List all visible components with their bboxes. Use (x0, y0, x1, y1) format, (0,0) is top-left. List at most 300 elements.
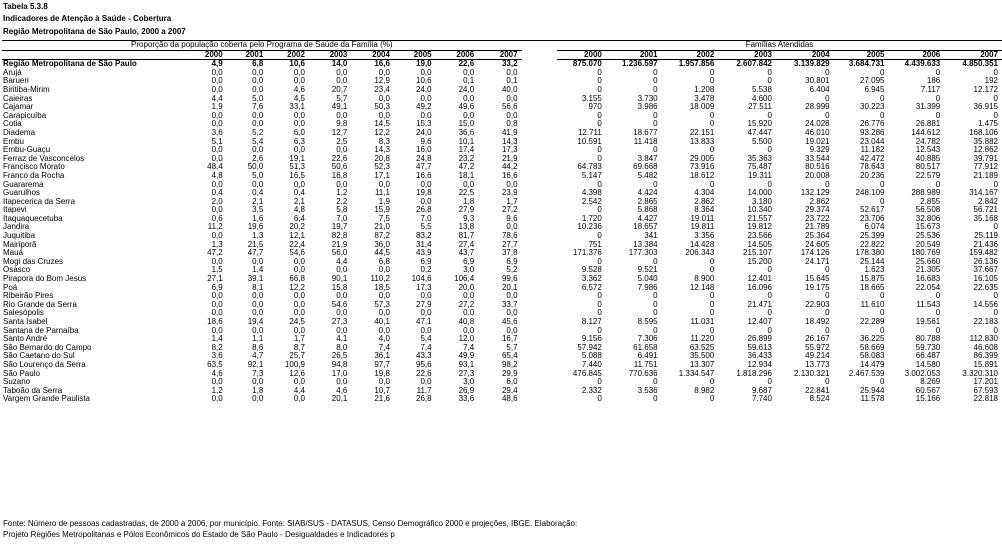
column-gap (522, 120, 557, 129)
coverage-cell: 0,0 (211, 85, 223, 94)
column-gap (522, 266, 557, 275)
coverage-cell: 98,2 (501, 360, 518, 369)
families-cell: 22.635 (973, 283, 998, 292)
families-cell: 64.783 (577, 163, 602, 172)
families-cell: 0 (767, 266, 772, 275)
coverage-cell: 2,1 (293, 197, 305, 206)
families-cell: 3.320.310 (962, 369, 998, 378)
coverage-cell: 0,0 (506, 180, 518, 189)
coverage-cell: 1,6 (252, 214, 264, 223)
municipality-name: Santa Isabel (3, 318, 48, 326)
families-cell: 9.329 (809, 146, 830, 155)
families-cell: 26.136 (973, 257, 998, 266)
families-cell: 80.517 (915, 163, 941, 172)
coverage-cell: 6,9 (463, 257, 475, 266)
coverage-cell: 6,0 (293, 128, 305, 137)
table-region: Região Metropolitana de São Paulo, 2000 a 2007 (3, 27, 186, 36)
families-cell: 0 (880, 378, 885, 387)
families-cell: 0 (709, 266, 715, 275)
families-cell: 25.119 (974, 232, 998, 241)
families-cell: 39.791 (973, 154, 998, 163)
coverage-cell: 0,0 (420, 94, 432, 103)
families-cell: 0 (935, 292, 941, 301)
coverage-cell: 0,0 (506, 223, 518, 232)
families-cell: 1.208 (694, 85, 715, 94)
families-cell: 19.011 (690, 214, 715, 223)
families-cell: 19.311 (748, 171, 772, 180)
column-gap (522, 77, 557, 86)
coverage-cell: 0,0 (252, 120, 264, 129)
families-cell: 0 (825, 292, 830, 301)
families-cell: 248.109 (855, 189, 885, 198)
families-cell: 36.433 (747, 352, 772, 361)
column-gap (522, 387, 557, 396)
coverage-cell: 6,0 (506, 378, 518, 387)
source-note-continued: Projeto Regiões Metropolitanas e Pólos Econômicos do Estado de São Paulo - Desigualdades e Indicadores p (3, 530, 395, 539)
coverage-cell: 1,2 (336, 189, 348, 198)
coverage-cell: 45,6 (501, 318, 518, 326)
coverage-cell: 47,7 (247, 249, 264, 258)
coverage-cell: 1,4 (252, 266, 264, 275)
coverage-cell: 0,0 (420, 326, 432, 335)
families-cell: 36.915 (973, 103, 998, 112)
coverage-cell: 0,0 (293, 292, 305, 301)
families-cell: 0 (767, 378, 772, 387)
families-cell: 12.543 (915, 146, 941, 155)
year-header-families: 2006 (888, 50, 944, 60)
families-cell: 112.830 (969, 335, 998, 344)
coverage-cell: 11,1 (374, 189, 390, 198)
coverage-cell: 0,0 (506, 309, 518, 318)
coverage-cell: 0,0 (252, 111, 264, 120)
families-cell: 0 (653, 111, 658, 120)
families-cell: 3.362 (581, 275, 602, 284)
families-cell: 0 (993, 68, 998, 77)
coverage-cell: 25,7 (289, 352, 305, 361)
families-cell: 0 (597, 378, 602, 387)
coverage-cell: 2,0 (211, 197, 223, 206)
families-cell: 10.591 (577, 137, 602, 146)
families-cell: 0 (709, 68, 715, 77)
families-cell: 3.155 (581, 94, 602, 103)
coverage-cell: 56,0 (331, 249, 348, 258)
coverage-cell: 20,1 (331, 395, 348, 404)
table-row (2, 163, 1002, 172)
families-cell: 0 (597, 85, 602, 94)
column-gap (522, 249, 557, 258)
families-cell: 15.891 (973, 360, 998, 369)
coverage-cell: 5,0 (252, 171, 264, 180)
families-cell: 0 (653, 77, 658, 86)
coverage-cell: 24,0 (416, 128, 432, 137)
families-cell: 0 (597, 292, 602, 301)
coverage-cell: 7,0 (420, 214, 432, 223)
families-cell: 0 (880, 111, 885, 120)
coverage-cell: 0,0 (378, 111, 390, 120)
column-gap (522, 361, 557, 370)
coverage-cell: 15,9 (374, 206, 390, 215)
coverage-cell: 7,6 (252, 103, 264, 112)
families-cell: 19.811 (690, 223, 715, 232)
column-gap (522, 215, 557, 224)
families-cell: 14.428 (689, 240, 715, 249)
coverage-cell: 5,2 (506, 266, 518, 275)
families-cell: 0 (993, 94, 998, 103)
families-cell: 5.147 (581, 171, 602, 180)
families-cell: 3.536 (637, 386, 658, 395)
coverage-cell: 0,0 (420, 378, 432, 387)
families-cell: 5.500 (751, 137, 772, 146)
coverage-cell: 27,1 (207, 275, 223, 284)
families-cell: 30.223 (860, 103, 885, 112)
coverage-cell: 0,0 (211, 300, 223, 309)
families-cell: 35.168 (973, 214, 998, 223)
municipality-name: Mauá (3, 249, 24, 258)
coverage-cell: 49,1 (331, 103, 348, 112)
table-row (2, 215, 1002, 224)
families-cell: 0 (767, 180, 772, 189)
coverage-cell: 22,6 (416, 369, 432, 378)
families-cell: 22.183 (973, 318, 998, 326)
coverage-cell: 36,1 (374, 352, 390, 361)
families-cell: 1.957.856 (678, 59, 715, 69)
coverage-cell: 1,8 (463, 197, 475, 206)
coverage-cell: 36,6 (458, 128, 475, 137)
coverage-cell: 99,6 (501, 275, 518, 284)
families-cell: 0 (709, 111, 715, 120)
coverage-cell: 16,0 (416, 146, 432, 155)
column-gap (522, 301, 557, 310)
families-cell: 288.989 (911, 189, 941, 198)
municipality-name: São Lourenço da Serra (3, 360, 86, 369)
coverage-cell: 0,0 (420, 180, 432, 189)
families-cell: 12.401 (747, 275, 772, 284)
coverage-cell: 0,0 (293, 395, 305, 404)
families-cell: 5.088 (581, 352, 602, 361)
families-cell: 18.492 (805, 318, 830, 326)
coverage-cell: 6,4 (293, 214, 305, 223)
families-cell: 5.538 (751, 85, 772, 94)
column-gap (522, 284, 557, 293)
municipality-name: Região Metropolitana de São Paulo (3, 59, 137, 69)
coverage-cell: 22,4 (289, 240, 305, 249)
families-cell: 2.467.539 (848, 369, 885, 378)
coverage-cell: 0,0 (378, 378, 390, 387)
coverage-cell: 5,7 (506, 343, 518, 352)
coverage-cell: 27,4 (458, 240, 475, 249)
families-cell: 0 (709, 120, 715, 129)
column-gap (522, 163, 557, 172)
coverage-cell: 1,4 (211, 335, 223, 344)
coverage-cell: 23,9 (501, 189, 518, 198)
municipality-name: Franco da Rocha (3, 171, 65, 180)
coverage-cell: 110,2 (370, 275, 390, 284)
families-cell: 2.855 (920, 197, 941, 206)
families-cell: 9.528 (581, 266, 602, 275)
coverage-cell: 16,5 (289, 171, 305, 180)
families-cell: 0 (597, 154, 602, 163)
table-row (2, 249, 1002, 258)
coverage-cell: 18,1 (458, 171, 475, 180)
families-cell: 12.407 (747, 318, 772, 326)
coverage-cell: 50,6 (331, 163, 348, 172)
families-cell: 6.572 (581, 283, 602, 292)
coverage-cell: 0,0 (211, 232, 223, 241)
families-cell: 47.447 (747, 128, 772, 137)
coverage-cell: 21,5 (247, 240, 264, 249)
coverage-cell: 0,0 (463, 309, 475, 318)
municipality-name: São Caetano do Sul (3, 352, 75, 361)
families-cell: 0 (653, 378, 658, 387)
coverage-cell: 24,5 (289, 318, 305, 326)
coverage-cell: 97,7 (374, 360, 390, 369)
coverage-cell: 17,4 (458, 146, 475, 155)
families-cell: 12.148 (689, 283, 715, 292)
coverage-cell: 92,1 (247, 360, 264, 369)
families-cell: 186 (926, 77, 941, 86)
table-row (2, 292, 1002, 301)
families-cell: 93.286 (860, 128, 885, 137)
families-cell: 174.126 (800, 249, 830, 258)
families-cell: 0 (597, 257, 602, 266)
families-cell: 56.721 (973, 206, 998, 215)
table-row (2, 181, 1002, 190)
families-cell: 8.364 (694, 206, 715, 215)
coverage-cell: 8,1 (252, 283, 264, 292)
coverage-cell: 23,4 (374, 85, 390, 94)
families-cell: 60.567 (915, 386, 941, 395)
coverage-cell: 49,9 (458, 352, 475, 361)
families-cell: 2.842 (977, 197, 998, 206)
families-cell: 0 (597, 326, 602, 335)
coverage-cell: 8,3 (378, 137, 390, 146)
coverage-cell: 66,8 (289, 275, 305, 284)
families-cell: 27.095 (860, 77, 885, 86)
year-header-families: 2007 (944, 50, 1002, 60)
coverage-cell: 22,6 (458, 59, 475, 69)
coverage-cell: 19,7 (331, 223, 348, 232)
families-cell: 11.220 (690, 335, 715, 344)
families-cell: 0 (653, 68, 658, 77)
families-cell: 0 (709, 180, 715, 189)
coverage-cell: 14,5 (374, 120, 390, 129)
families-cell: 0 (935, 68, 941, 77)
municipality-name: Guararema (3, 180, 44, 189)
families-cell: 3.356 (694, 232, 715, 241)
column-gap (522, 86, 557, 95)
families-cell: 22.903 (805, 300, 830, 309)
coverage-cell: 0,0 (336, 266, 348, 275)
municipality-name: Embu (3, 137, 24, 146)
coverage-cell: 17,0 (331, 369, 348, 378)
table-row (2, 112, 1002, 121)
families-cell: 2.607.842 (736, 59, 772, 69)
table-row (2, 361, 1002, 370)
families-cell: 24.782 (915, 137, 941, 146)
coverage-cell: 0,0 (506, 68, 518, 77)
table-row (2, 155, 1002, 164)
families-cell: 0 (653, 85, 658, 94)
families-cell: 35.363 (747, 154, 772, 163)
coverage-cell: 14,0 (331, 59, 348, 69)
coverage-cell: 9,3 (463, 214, 475, 223)
families-cell: 42.472 (860, 154, 885, 163)
coverage-cell: 8,7 (293, 343, 305, 352)
coverage-cell: 21,9 (331, 240, 348, 249)
table-id: Tabela 5.3.8 (3, 2, 48, 11)
families-cell: 6.074 (864, 223, 885, 232)
coverage-cell: 27,3 (331, 318, 348, 326)
coverage-cell: 47,2 (207, 249, 223, 258)
coverage-cell: 51,3 (289, 163, 305, 172)
coverage-cell: 5,4 (252, 137, 264, 146)
coverage-cell: 0,0 (506, 111, 518, 120)
municipality-name: Jandira (3, 223, 30, 232)
coverage-cell: 9,6 (420, 137, 432, 146)
coverage-cell: 10,6 (289, 59, 305, 69)
coverage-cell: 95,6 (416, 360, 432, 369)
table-row (2, 146, 1002, 155)
coverage-cell: 78,6 (501, 232, 518, 241)
coverage-cell: 0,0 (211, 309, 223, 318)
coverage-cell: 17,3 (416, 283, 432, 292)
families-cell: 73.916 (689, 163, 715, 172)
families-cell: 0 (653, 292, 658, 301)
column-gap (522, 335, 557, 344)
families-cell: 10.236 (577, 223, 602, 232)
municipality-name: Cajamar (3, 103, 34, 112)
table-row (2, 69, 1002, 78)
families-cell: 2.542 (581, 197, 602, 206)
coverage-cell: 16,6 (416, 171, 432, 180)
table-row (2, 232, 1002, 241)
coverage-cell: 6,3 (293, 137, 305, 146)
families-cell: 0 (709, 257, 715, 266)
coverage-cell: 0,0 (211, 257, 223, 266)
families-cell: 180.769 (911, 249, 941, 258)
coverage-cell: 1,2 (211, 386, 223, 395)
coverage-cell: 44,5 (374, 249, 390, 258)
families-cell: 67.593 (973, 386, 998, 395)
families-cell: 970 (588, 103, 602, 112)
coverage-cell: 26,9 (458, 386, 475, 395)
municipality-name: Ferraz de Vasconcelos (3, 154, 85, 163)
families-cell: 0 (597, 232, 602, 241)
coverage-cell: 0,0 (378, 309, 390, 318)
families-cell: 8.900 (694, 275, 715, 284)
table-row (2, 172, 1002, 181)
families-cell: 3.684.731 (848, 59, 885, 69)
families-cell: 21.436 (973, 240, 998, 249)
families-cell: 12.172 (973, 85, 998, 94)
families-cell: 86.399 (973, 352, 998, 361)
families-cell: 11.031 (690, 318, 715, 326)
year-header-pct: 2001 (227, 50, 268, 60)
coverage-cell: 0,0 (252, 180, 264, 189)
table-row (2, 284, 1002, 293)
families-cell: 13.384 (633, 240, 658, 249)
table-title: Indicadores de Atenção à Saúde - Cobertura (3, 14, 172, 23)
coverage-cell: 0,0 (336, 378, 348, 387)
column-gap (522, 241, 557, 250)
coverage-cell: 43,3 (416, 352, 432, 361)
families-cell: 63.525 (689, 343, 715, 352)
coverage-cell: 8,2 (211, 343, 223, 352)
families-cell: 24.171 (805, 257, 830, 266)
families-cell: 21.471 (747, 300, 772, 309)
families-cell: 80.788 (915, 335, 941, 344)
coverage-cell: 0,0 (293, 300, 305, 309)
municipality-name: Rio Grande da Serra (3, 300, 77, 309)
column-gap (522, 370, 557, 379)
families-cell: 0 (993, 326, 998, 335)
families-cell: 0 (935, 309, 941, 318)
families-cell: 0 (993, 111, 998, 120)
coverage-cell: 56,6 (501, 103, 518, 112)
families-cell: 18.657 (633, 223, 658, 232)
coverage-cell: 1,9 (378, 197, 390, 206)
families-cell: 4.304 (694, 189, 715, 198)
coverage-cell: 50,3 (374, 103, 390, 112)
municipality-name: Carapicuíba (3, 111, 47, 120)
coverage-cell: 7,5 (378, 214, 390, 223)
coverage-cell: 33,1 (289, 103, 305, 112)
coverage-cell: 0,0 (336, 292, 348, 301)
families-cell: 18.677 (633, 128, 658, 137)
coverage-cell: 0,0 (252, 146, 264, 155)
coverage-cell: 6,9 (420, 257, 432, 266)
coverage-cell: 23,2 (458, 154, 475, 163)
column-gap (522, 50, 557, 60)
families-cell: 0 (709, 395, 715, 404)
families-cell: 15.875 (860, 275, 885, 284)
families-cell: 61.658 (633, 343, 658, 352)
families-cell: 15.200 (747, 257, 772, 266)
coverage-cell: 0,0 (211, 68, 223, 77)
families-cell: 22.289 (860, 318, 885, 326)
municipality-name: Pirapora do Bom Jesus (3, 275, 87, 284)
coverage-cell: 27,2 (458, 300, 475, 309)
coverage-cell: 9,6 (506, 214, 518, 223)
coverage-cell: 18,5 (374, 283, 390, 292)
column-gap (522, 146, 557, 155)
families-cell: 206.343 (685, 249, 715, 258)
municipality-name: Caieiras (3, 94, 33, 103)
coverage-cell: 2,1 (252, 197, 264, 206)
coverage-cell: 31,4 (416, 240, 432, 249)
coverage-cell: 16,7 (501, 335, 518, 344)
coverage-cell: 0,0 (420, 197, 432, 206)
families-cell: 75.487 (747, 163, 772, 172)
families-cell: 20.008 (805, 171, 830, 180)
coverage-cell: 0,0 (211, 395, 223, 404)
year-header-pct: 2000 (188, 50, 227, 60)
coverage-cell: 19,8 (374, 369, 390, 378)
families-cell: 0 (653, 300, 658, 309)
coverage-cell: 1,8 (252, 386, 264, 395)
families-cell: 29.374 (805, 206, 830, 215)
families-cell: 2.865 (637, 197, 658, 206)
column-gap (522, 378, 557, 387)
families-cell: 1.334.547 (678, 369, 715, 378)
families-cell: 26.881 (915, 120, 941, 129)
coverage-cell: 16,8 (331, 171, 348, 180)
coverage-cell: 4,6 (211, 369, 223, 378)
coverage-cell: 0,2 (420, 266, 432, 275)
families-cell: 0 (597, 146, 602, 155)
municipality-name: Itaquaquecetuba (3, 214, 63, 223)
families-cell: 12.862 (973, 146, 998, 155)
